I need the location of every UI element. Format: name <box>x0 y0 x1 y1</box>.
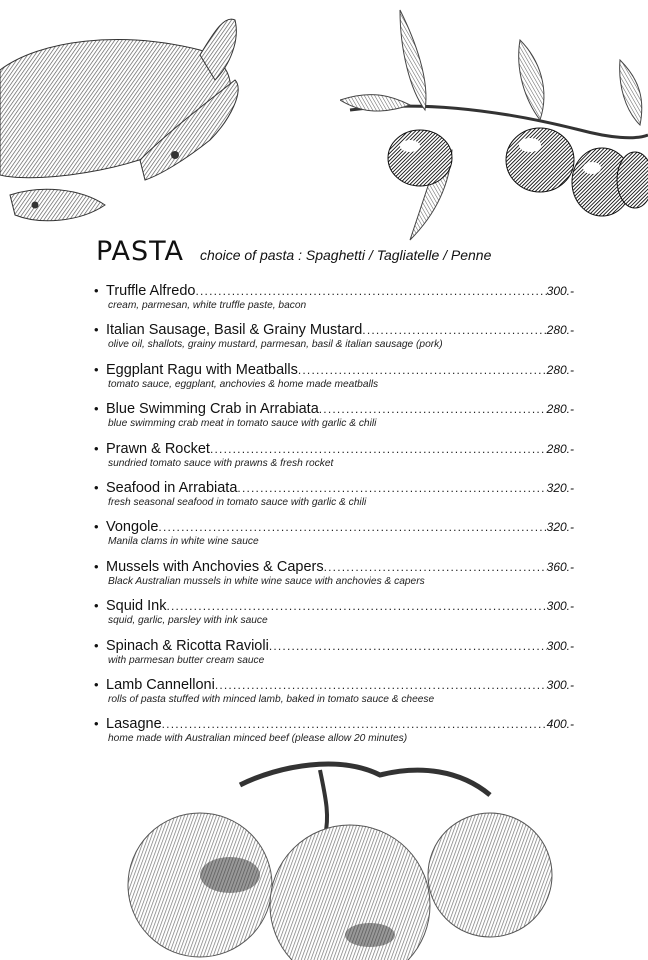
menu-item-description: olive oil, shallots, grainy mustard, parmesan, basil & italian sausage (pork) <box>108 339 443 351</box>
dot-leader <box>166 599 546 613</box>
menu-item-price: 320.- <box>546 480 574 495</box>
menu-item-name: Truffle Alfredo <box>106 283 196 299</box>
olive-branch-illustration <box>340 0 648 250</box>
dot-leader <box>324 560 547 574</box>
menu-item-price: 280.- <box>546 323 574 338</box>
menu-item-name: Lasagne <box>106 716 162 733</box>
menu-item <box>94 638 574 677</box>
menu-item-line <box>94 519 574 535</box>
menu-item-name: Squid Ink <box>106 598 167 615</box>
menu-item <box>94 480 574 519</box>
dot-leader <box>298 363 547 377</box>
menu-item-name: Mussels with Anchovies & Capers <box>106 558 324 575</box>
menu-item-line <box>94 638 574 654</box>
menu-item-description: fresh seasonal seafood in tomato sauce with garlic & chili <box>108 496 367 508</box>
menu-item-price: 300.- <box>546 599 574 614</box>
menu-item-line <box>94 283 574 299</box>
section-title: PASTA <box>96 236 185 267</box>
section-header <box>96 236 491 267</box>
dot-leader <box>319 402 547 416</box>
bullet-icon: • <box>94 401 99 417</box>
dot-leader <box>158 520 546 534</box>
menu-item-price: 280.- <box>546 362 574 377</box>
menu-item-price: 280.- <box>546 441 574 456</box>
menu-item-price: 400.- <box>546 717 574 732</box>
menu-item-name: Lamb Cannelloni <box>106 676 215 693</box>
menu-item <box>94 441 574 480</box>
menu-item-description: home made with Australian minced beef (please allow 20 minutes) <box>108 733 408 745</box>
dot-leader <box>269 639 547 653</box>
bullet-icon: • <box>94 361 99 377</box>
menu-item <box>94 716 574 755</box>
menu-item <box>94 598 574 637</box>
bullet-icon: • <box>94 598 99 614</box>
menu-item-price: 320.- <box>546 520 574 535</box>
menu-item-price: 360.- <box>546 559 574 574</box>
dot-leader <box>162 717 547 731</box>
menu-item-description: with parmesan butter cream sauce <box>108 654 265 666</box>
bullet-icon: • <box>94 676 99 692</box>
dot-leader <box>237 481 546 495</box>
menu-item-price: 300.- <box>546 638 574 653</box>
menu-item-description: blue swimming crab meat in tomato sauce with garlic & chili <box>108 418 377 430</box>
menu-item <box>94 401 574 440</box>
bullet-icon: • <box>94 558 99 574</box>
bullet-icon: • <box>94 519 99 535</box>
bullet-icon: • <box>94 322 99 338</box>
menu-item-name: Spinach & Ricotta Ravioli <box>106 637 269 654</box>
menu-item-name: Eggplant Ragu with Meatballs <box>106 361 298 378</box>
menu-item-line <box>94 441 574 457</box>
bullet-icon: • <box>94 637 99 653</box>
menu-item-line <box>94 716 574 732</box>
menu-item-line <box>94 362 574 378</box>
menu-item-name: Vongole <box>106 519 159 536</box>
menu-item <box>94 362 574 401</box>
bullet-icon: • <box>94 716 99 732</box>
pasta-menu-list <box>94 283 574 756</box>
menu-item-line <box>94 598 574 614</box>
menu-item-name: Seafood in Arrabiata <box>106 479 238 496</box>
menu-item-description: cream, parmesan, white truffle paste, bacon <box>108 300 307 311</box>
menu-item-name: Prawn & Rocket <box>106 440 210 457</box>
menu-item-price: 300.- <box>546 284 574 298</box>
menu-item-line <box>94 677 574 693</box>
dot-leader <box>195 284 546 298</box>
menu-item-description: Manila clams in white wine sauce <box>108 536 259 548</box>
bullet-icon: • <box>94 440 99 456</box>
menu-item-name: Blue Swimming Crab in Arrabiata <box>106 401 319 418</box>
menu-item-price: 300.- <box>546 677 574 692</box>
menu-item-line <box>94 559 574 575</box>
bullet-icon: • <box>94 283 99 298</box>
pasta-choice-note: choice of pasta : Spaghetti / Tagliatelle / Penne <box>200 247 492 263</box>
crab-illustration <box>0 10 250 230</box>
menu-item-line <box>94 480 574 496</box>
menu-item <box>94 519 574 558</box>
menu-item-price: 280.- <box>546 402 574 417</box>
menu-item <box>94 322 574 361</box>
menu-item-description: sundried tomato sauce with prawns & fresh rocket <box>108 457 334 469</box>
menu-item-line <box>94 322 574 338</box>
menu-item-description: Black Australian mussels in white wine sauce with anchovies & capers <box>108 575 425 587</box>
menu-item <box>94 559 574 598</box>
menu-item-name: Italian Sausage, Basil & Grainy Mustard <box>106 322 363 339</box>
menu-item-description: rolls of pasta stuffed with minced lamb, baked in tomato sauce & cheese <box>108 693 435 705</box>
menu-item-description: squid, garlic, parsley with ink sauce <box>108 615 268 627</box>
dot-leader <box>362 323 546 337</box>
menu-item <box>94 283 574 322</box>
menu-item-line <box>94 401 574 417</box>
tomato-vine-illustration <box>120 755 560 960</box>
dot-leader <box>210 442 547 456</box>
menu-item <box>94 677 574 716</box>
menu-item-description: tomato sauce, eggplant, anchovies & home made meatballs <box>108 378 379 390</box>
dot-leader <box>215 678 547 692</box>
bullet-icon: • <box>94 479 99 495</box>
